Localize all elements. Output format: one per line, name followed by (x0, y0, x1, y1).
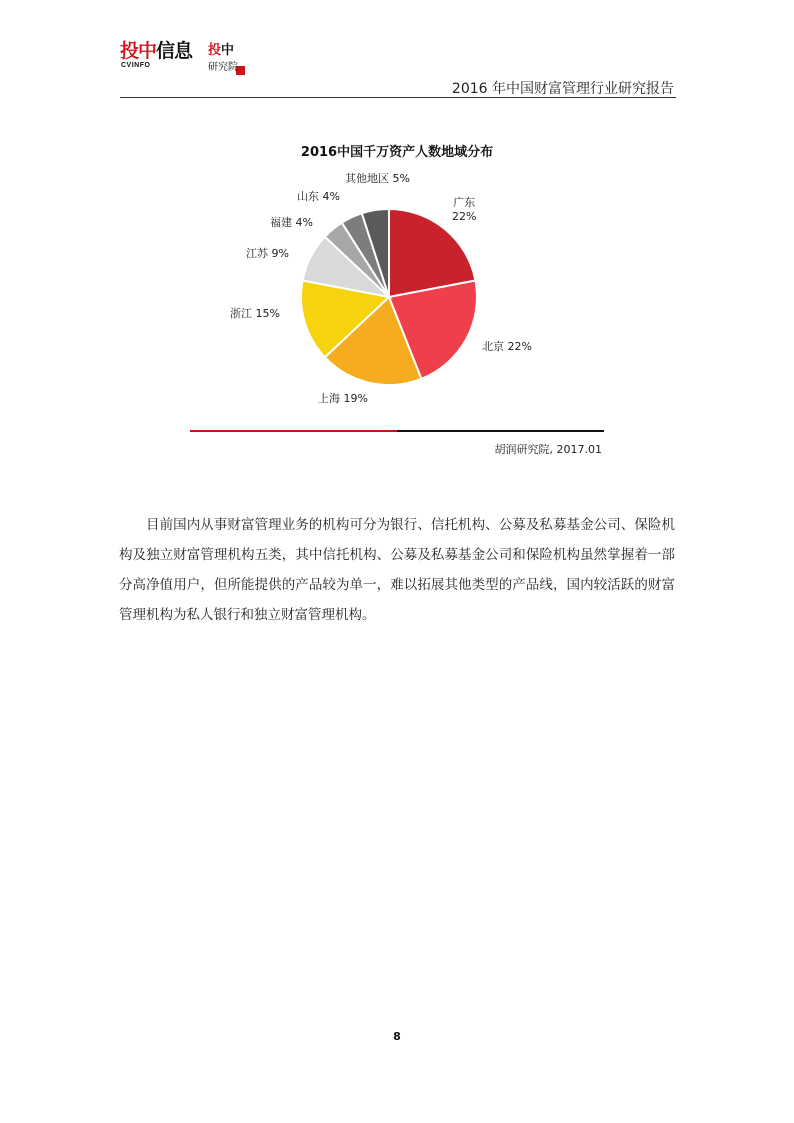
slice-label-fujian (270, 216, 313, 230)
slice-label-value: 22% (452, 210, 477, 223)
report-title: 2016 年中国财富管理行业研究报告 (451, 81, 674, 97)
slice-label-shanghai (318, 392, 368, 406)
slice-label-other (345, 172, 410, 186)
slice-label-guangdong (452, 196, 476, 224)
slice-label-name: 其他地区 (345, 172, 389, 185)
source-rule-red (190, 430, 397, 432)
svg-text:研究院: 研究院 (208, 62, 238, 73)
page-number: 8 (393, 1030, 401, 1043)
slice-label-name: 山东 (297, 190, 319, 203)
slice-label-name: 北京 (482, 340, 504, 353)
slice-label-value: 19% (343, 392, 368, 405)
slice-label-name: 江苏 (246, 247, 268, 260)
slice-label-value: 9% (271, 247, 289, 260)
logo-sub: CVINFO (121, 62, 151, 69)
slice-label-value: 4% (295, 216, 313, 229)
slice-label-value: 15% (255, 307, 280, 320)
body-paragraph: 目前国内从事财富管理业务的机构可分为银行、信托机构、公募及私募基金公司、保险机构及独立财富管理机构五类，其中信托机构、公募及私募基金公司和保险机构虽然掌握着一部分高净值用户，但所能提供的产品较为单一，难以拓展其他类型的产品线，国内较活跃的财富管理机构为私人银行和独立财富管理机构。 (119, 517, 675, 623)
pie-chart (0, 0, 794, 480)
slice-label-name: 上海 (318, 392, 340, 405)
slice-label-value: 5% (392, 172, 410, 185)
logo-brand-black: 信息 (156, 40, 193, 62)
source-rule-black (397, 430, 604, 432)
logo-brand-red: 投中 (120, 40, 157, 62)
slice-label-name: 广东 (453, 196, 476, 209)
chart-source: 胡润研究院, 2017.01 (494, 443, 602, 456)
slice-label-value: 22% (507, 340, 532, 353)
slice-label-zhejiang (230, 307, 280, 321)
slice-label-shandong (297, 190, 340, 204)
chart-title: 2016中国千万资产人数地域分布 (300, 145, 494, 160)
svg-text:投: 投 (208, 43, 222, 58)
svg-text:中: 中 (221, 43, 235, 58)
slice-label-name: 浙江 (230, 307, 252, 320)
slice-label-name: 福建 (270, 216, 292, 229)
slice-label-beijing (482, 340, 532, 354)
slice-label-value: 4% (322, 190, 340, 203)
slice-label-jiangsu (246, 247, 289, 261)
